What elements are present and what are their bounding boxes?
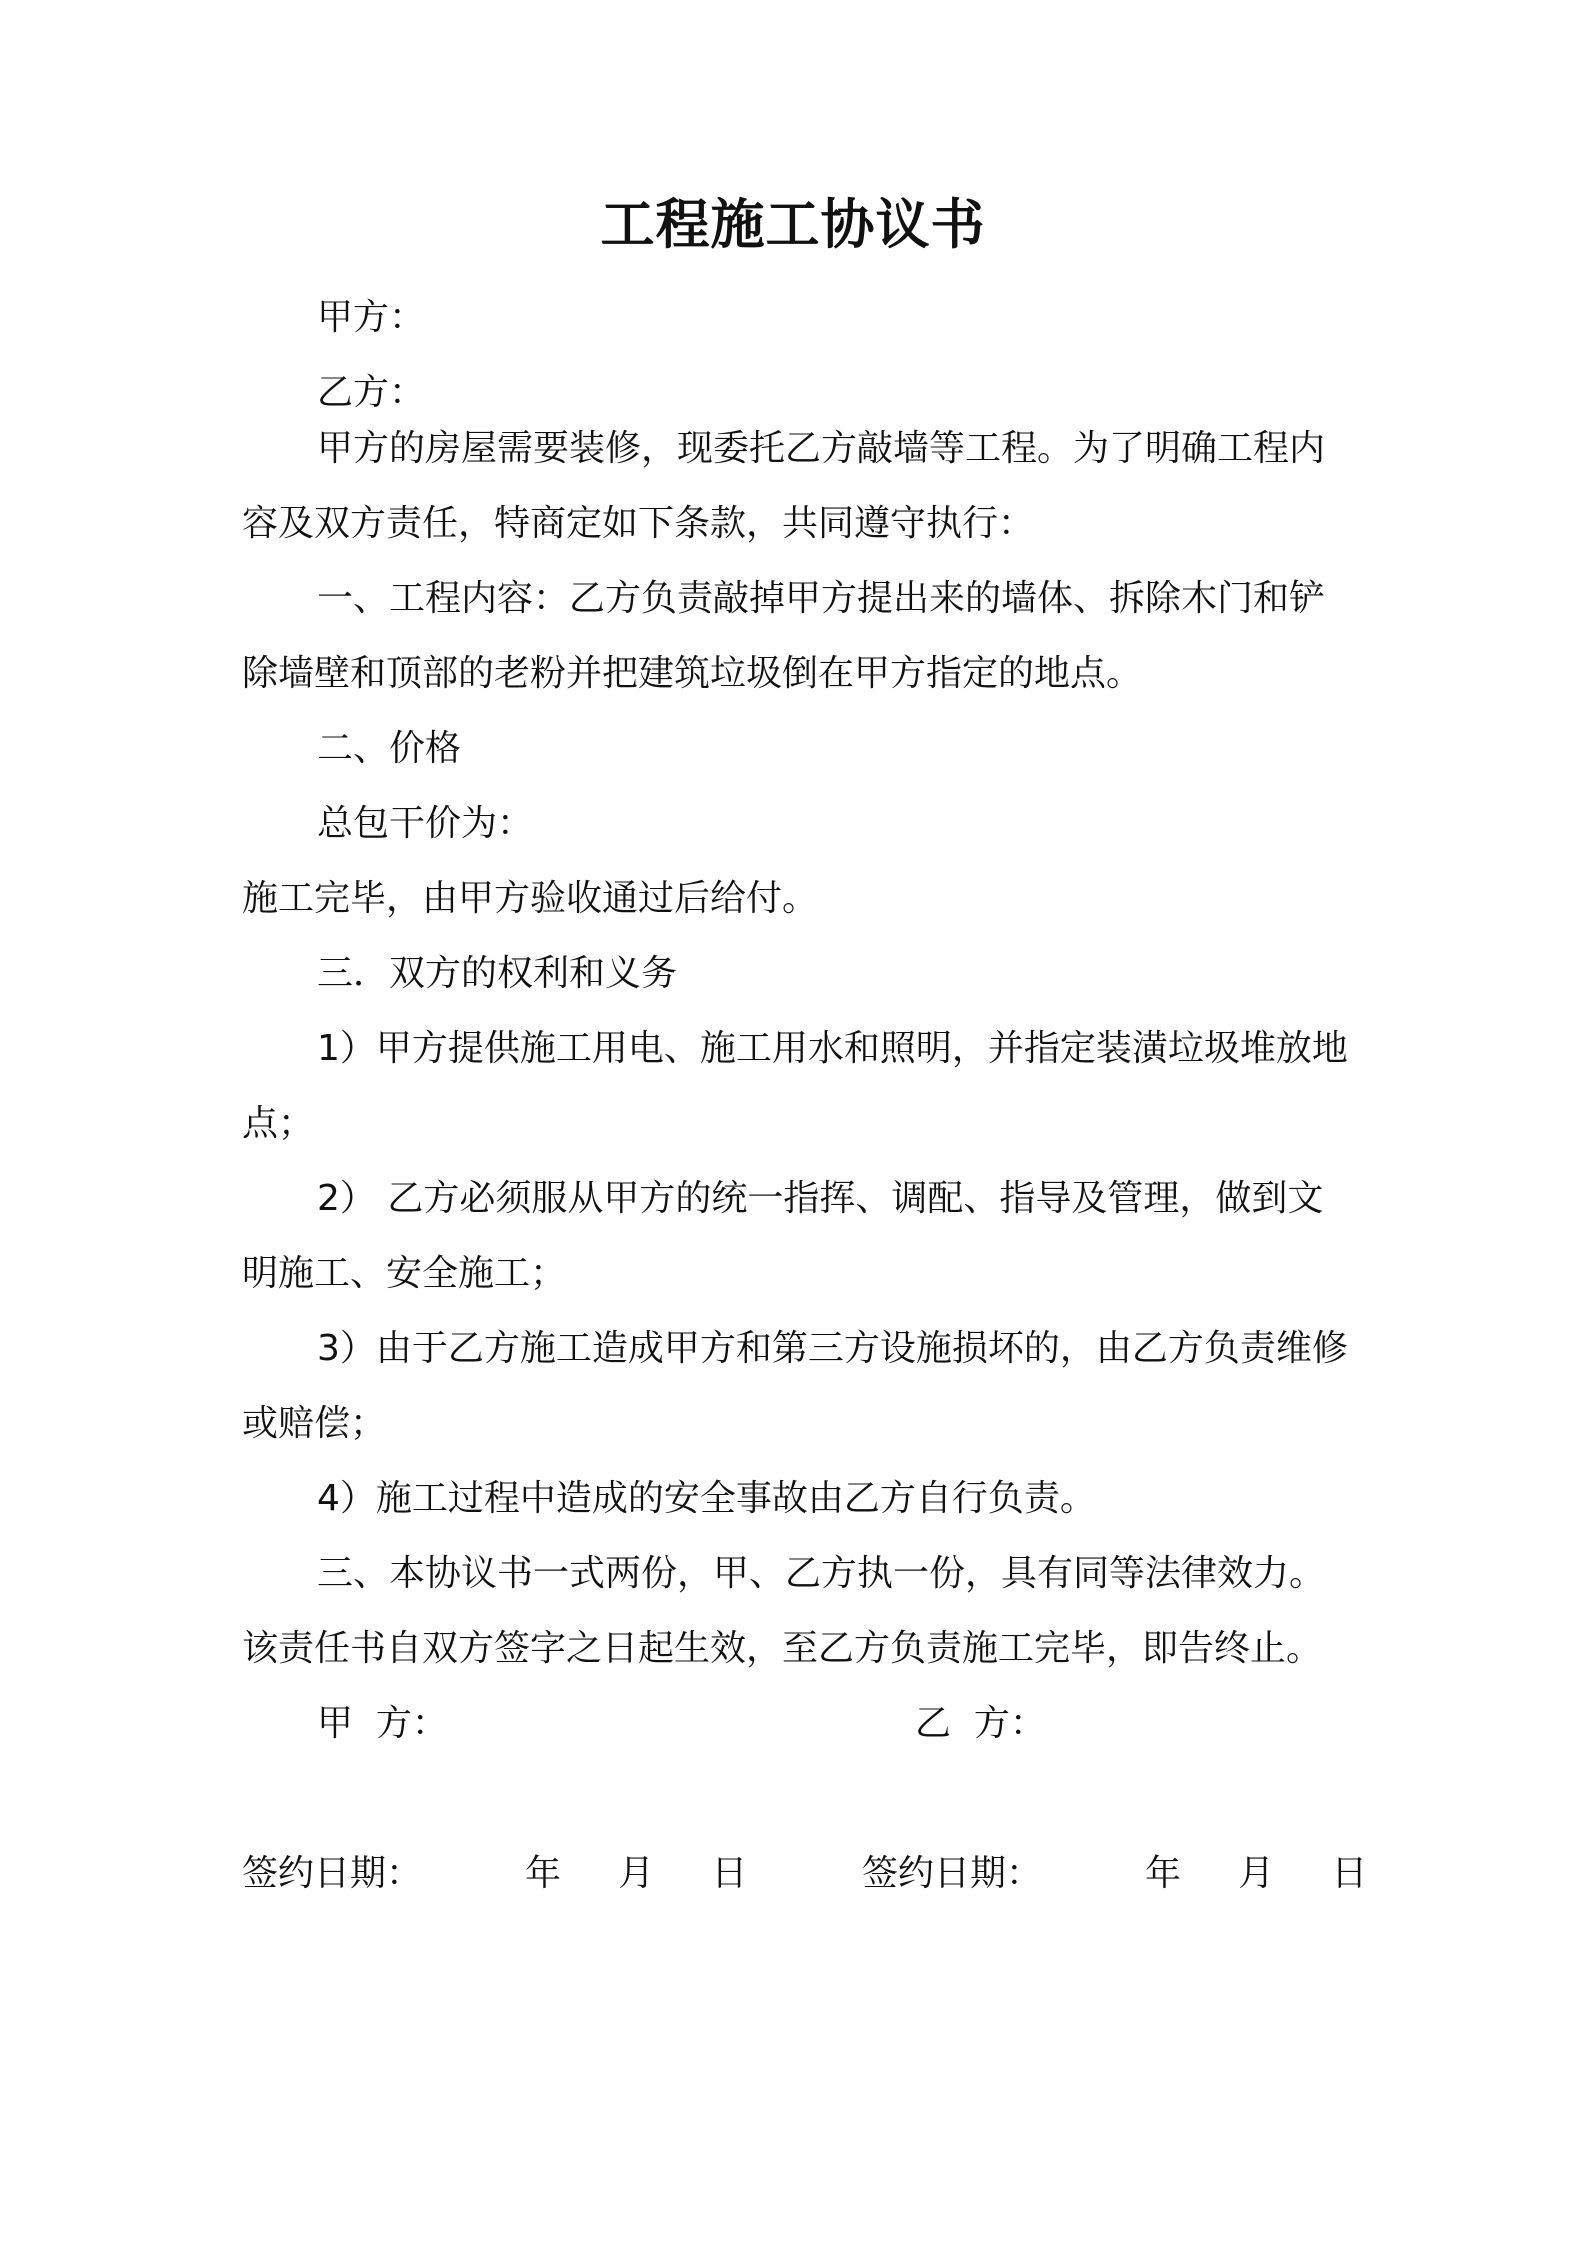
sign-date-right: 签约日期： 年 月 日 [862,1853,1368,1894]
clause-3-item-3: 3）由于乙方施工造成甲方和第三方设施损坏的，由乙方负责维修或赔偿； [242,1328,1348,1444]
sign-date-left: 签约日期： 年 月 日 [242,1853,748,1894]
party-b-line: 乙方： [317,372,426,413]
clause-3-item-1: 1）甲方提供施工用电、施工用水和照明，并指定装潢垃圾堆放地点； [242,1028,1348,1144]
document-title: 工程施工协议书 [600,193,986,256]
clause-2-total-price: 总包干价为： [317,803,534,844]
clause-3-item-2: 2） 乙方必须服从甲方的统一指挥、调配、指导及管理，做到文明施工、安全施工； [242,1178,1324,1294]
intro-paragraph: 甲方的房屋需要装修，现委托乙方敲墙等工程。为了明确工程内容及双方责任，特商定如下条款，共同遵守执行： [242,428,1326,544]
party-a-line: 甲方： [317,297,426,338]
signature-party-a: 甲 方： [317,1703,448,1744]
signature-party-b: 乙 方： [915,1703,1046,1744]
clause-1-paragraph: 一、工程内容：乙方负责敲掉甲方提出来的墙体、拆除木门和铲除墙壁和顶部的老粉并把建筑垃圾倒在甲方指定的地点。 [242,578,1326,694]
clause-3-heading: 三．双方的权利和义务 [317,953,678,994]
effective-clause: 该责任书自双方签字之日起生效，至乙方负责施工完毕，即告终止。 [242,1628,1323,1669]
clause-4-paragraph: 三、本协议书一式两份，甲、乙方执一份，具有同等法律效力。 [317,1553,1326,1594]
clause-3-item-4: 4）施工过程中造成的安全事故由乙方自行负责。 [317,1478,1096,1519]
clause-2-heading: 二、价格 [317,728,462,769]
clause-2-payment: 施工完毕，由甲方验收通过后给付。 [242,878,819,919]
